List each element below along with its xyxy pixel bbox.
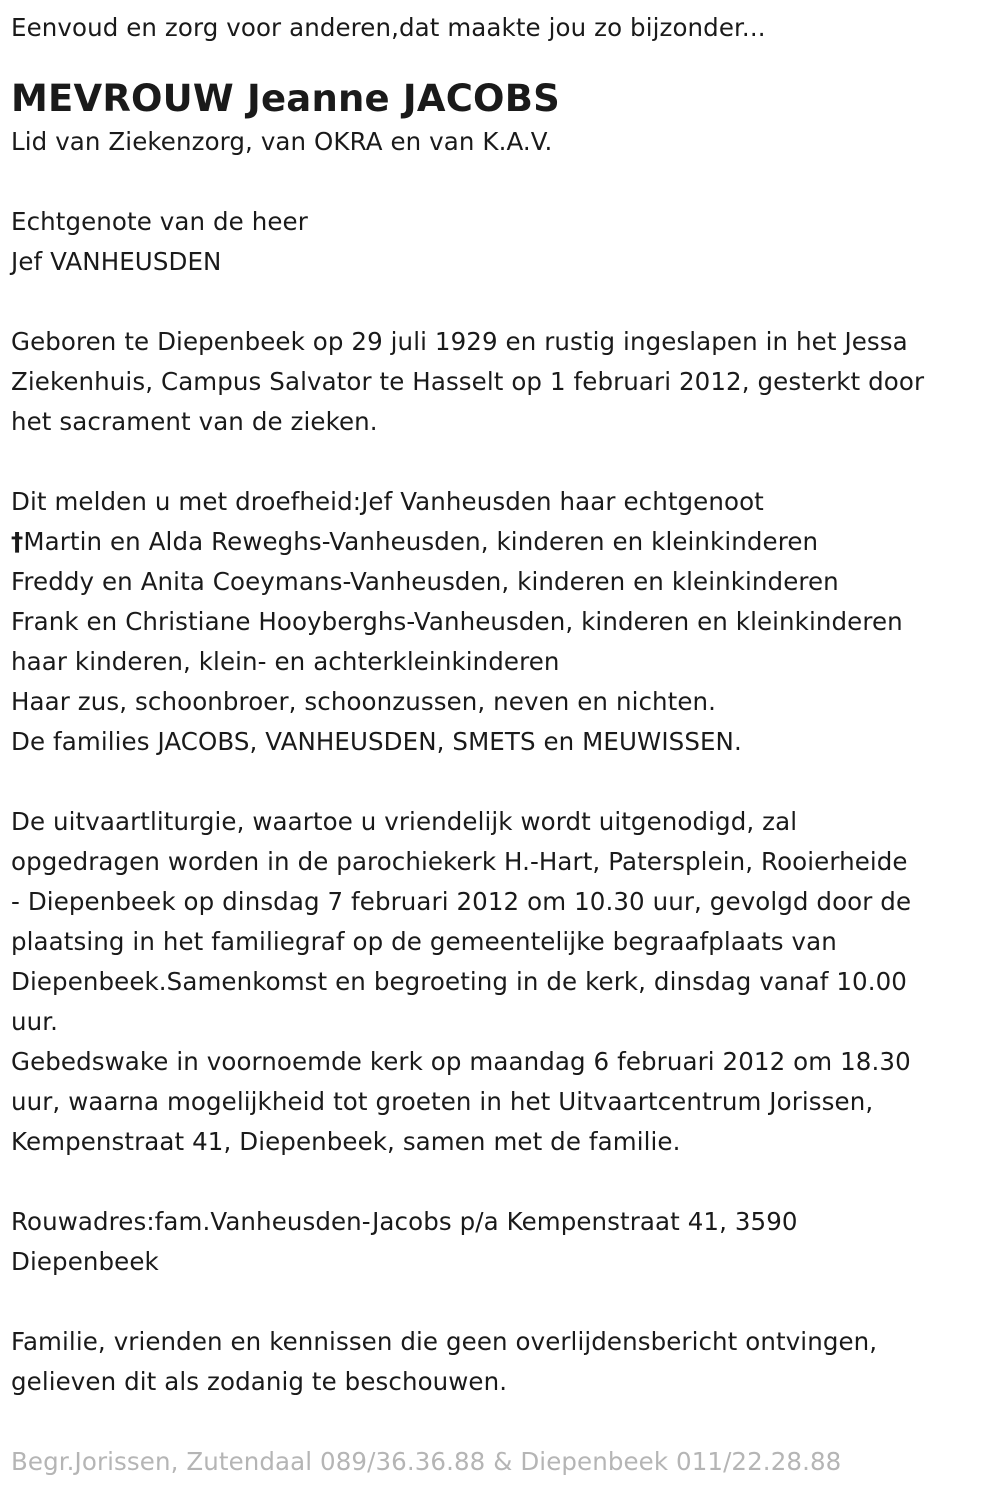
spacer [11,1282,990,1322]
paragraph-line: Diepenbeek [11,1247,159,1276]
paragraph-line: Ziekenhuis, Campus Salvator te Hasselt op 1 februari 2012, gesterkt door [11,367,925,396]
membership-line: Lid van Ziekenzorg, van OKRA en van K.A.V. [11,127,553,156]
paragraph-line: Diepenbeek.Samenkomst en begroeting in de kerk, dinsdag vanaf 10.00 [11,967,907,996]
spacer [11,442,990,482]
spacer [11,762,990,802]
paragraph-line: Gebedswake in voornoemde kerk op maandag 6 februari 2012 om 18.30 [11,1047,911,1076]
family-line [11,522,990,562]
spacer [11,1402,990,1442]
paragraph-line: - Diepenbeek op dinsdag 7 februari 2012 om 10.30 uur, gevolgd door de [11,887,912,916]
family-line: Freddy en Anita Coeymans-Vanheusden, kinderen en kleinkinderen [11,567,839,596]
paragraph-line: Geboren te Diepenbeek op 29 juli 1929 en rustig ingeslapen in het Jessa [11,327,908,356]
cross-icon: † [11,527,24,556]
family-paragraph [11,482,990,762]
spacer [11,1162,990,1202]
family-line-text: Martin en Alda Reweghs-Vanheusden, kinderen en kleinkinderen [23,527,819,556]
address-paragraph [11,1202,990,1282]
spouse-name: Jef VANHEUSDEN [11,247,222,276]
family-line: haar kinderen, klein- en achterkleinkinderen [11,647,560,676]
family-line: Frank en Christiane Hooyberghs-Vanheusden, kinderen en kleinkinderen [11,607,903,636]
paragraph-line: uur. [11,1007,59,1036]
paragraph-line: Rouwadres:fam.Vanheusden-Jacobs p/a Kempenstraat 41, 3590 [11,1207,798,1236]
spouse-label: Echtgenote van de heer [11,207,308,236]
funeral-paragraph [11,802,990,1162]
family-announce: Dit melden u met droefheid:Jef Vanheusden haar echtgenoot [11,487,764,516]
family-line: Haar zus, schoonbroer, schoonzussen, neven en nichten. [11,687,717,716]
funeral-home-footer: Begr.Jorissen, Zutendaal 089/36.36.88 & Diepenbeek 011/22.28.88 [11,1447,842,1476]
family-line: De families JACOBS, VANHEUSDEN, SMETS en MEUWISSEN. [11,727,742,756]
paragraph-line: gelieven dit als zodanig te beschouwen. [11,1367,508,1396]
spacer [11,282,990,322]
intro-quote: Eenvoud en zorg voor anderen,dat maakte jou zo bijzonder... [11,13,766,42]
paragraph-line: het sacrament van de zieken. [11,407,378,436]
paragraph-line: plaatsing in het familiegraf op de gemeentelijke begraafplaats van [11,927,837,956]
paragraph-line: De uitvaartliturgie, waartoe u vriendelijk wordt uitgenodigd, zal [11,807,798,836]
paragraph-line: Familie, vrienden en kennissen die geen overlijdensbericht ontvingen, [11,1327,878,1356]
deceased-name: MEVROUW Jeanne JACOBS [11,77,560,120]
paragraph-line: opgedragen worden in de parochiekerk H.-Hart, Patersplein, Rooierheide [11,847,908,876]
birth-death-paragraph [11,322,990,442]
notice-paragraph [11,1322,990,1402]
paragraph-line: uur, waarna mogelijkheid tot groeten in het Uitvaartcentrum Jorissen, [11,1087,874,1116]
spacer [11,162,990,202]
paragraph-line: Kempenstraat 41, Diepenbeek, samen met de familie. [11,1127,681,1156]
